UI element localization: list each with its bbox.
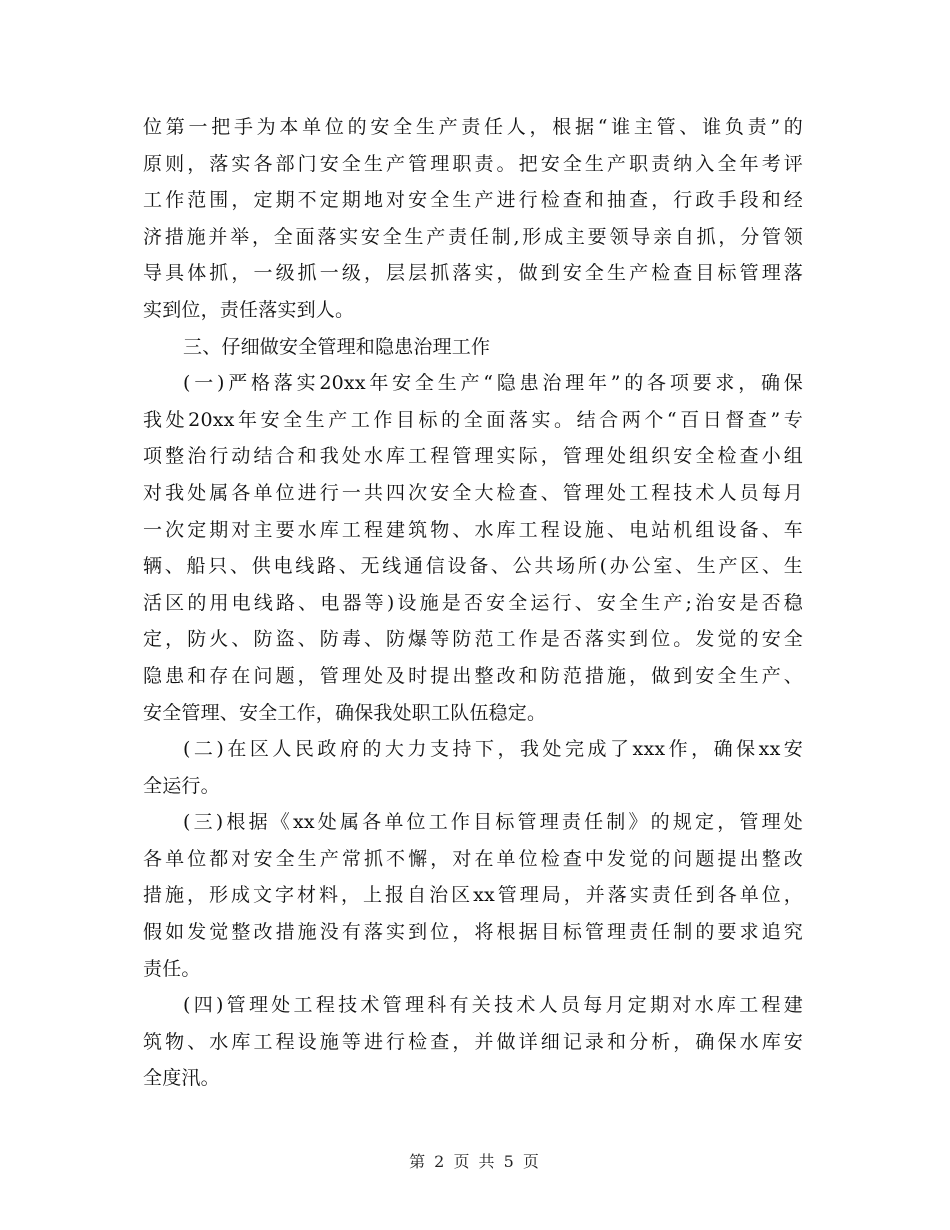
text-line: 假如发觉整改措施没有落实到位，将根据目标管理责任制的要求追究 bbox=[143, 921, 803, 944]
text-line: 原则，落实各部门安全生产管理职责。把安全生产职责纳入全年考评 bbox=[143, 152, 803, 175]
text-line: 对我处属各单位进行一共四次安全大检查、管理处工程技术人员每月 bbox=[143, 481, 803, 504]
text-line: (一)严格落实20xx年安全生产“隐患治理年”的各项要求，确保 bbox=[183, 372, 803, 395]
text-line: 各单位都对安全生产常抓不懈，对在单位检查中发觉的问题提出整改 bbox=[143, 847, 803, 870]
document-body bbox=[143, 109, 803, 1097]
text-line: 全度汛。 bbox=[143, 1067, 220, 1090]
text-line: 导具体抓，一级抓一级，层层抓落实，做到安全生产检查目标管理落 bbox=[143, 262, 803, 285]
text-line: 济措施并举，全面落实安全生产责任制,形成主要领导亲自抓，分管领 bbox=[143, 225, 803, 248]
text-line: 实到位，责任落实到人。 bbox=[143, 298, 355, 321]
text-line: 隐患和存在问题，管理处及时提出整改和防范措施，做到安全生产、 bbox=[143, 664, 803, 687]
text-line: 安全管理、安全工作，确保我处职工队伍稳定。 bbox=[143, 701, 547, 724]
text-line: 一次定期对主要水库工程建筑物、水库工程设施、电站机组设备、车 bbox=[143, 518, 803, 541]
text-line: 全运行。 bbox=[143, 774, 220, 797]
text-line: 措施，形成文字材料，上报自治区xx管理局，并落实责任到各单位， bbox=[143, 884, 803, 907]
text-line: 项整治行动结合和我处水库工程管理实际，管理处组织安全检查小组 bbox=[143, 445, 803, 468]
text-line: 三、仔细做安全管理和隐患治理工作 bbox=[183, 335, 491, 358]
text-line: (四)管理处工程技术管理科有关技术人员每月定期对水库工程建 bbox=[183, 994, 803, 1017]
text-line: 责任。 bbox=[143, 957, 201, 980]
text-line: 筑物、水库工程设施等进行检查，并做详细记录和分析，确保水库安 bbox=[143, 1030, 803, 1053]
text-line: 活区的用电线路、电器等)设施是否安全运行、安全生产;治安是否稳 bbox=[143, 591, 803, 614]
text-line: 我处20xx年安全生产工作目标的全面落实。结合两个“百日督查”专 bbox=[143, 408, 803, 431]
text-line: (二)在区人民政府的大力支持下，我处完成了xxx作，确保xx安 bbox=[183, 738, 803, 761]
text-line: 位第一把手为本单位的安全生产责任人，根据“谁主管、谁负责”的 bbox=[143, 116, 803, 138]
text-line: 定，防火、防盗、防毒、防爆等防范工作是否落实到位。发觉的安全 bbox=[143, 628, 803, 651]
text-line: 辆、船只、供电线路、无线通信设备、公共场所(办公室、生产区、生 bbox=[143, 555, 803, 578]
page-footer: 第 2 页 共 5 页 bbox=[409, 1152, 541, 1171]
text-line: 工作范围，定期不定期地对安全生产进行检查和抽查，行政手段和经 bbox=[143, 189, 803, 212]
text-line: (三)根据《xx处属各单位工作目标管理责任制》的规定，管理处 bbox=[183, 811, 803, 834]
